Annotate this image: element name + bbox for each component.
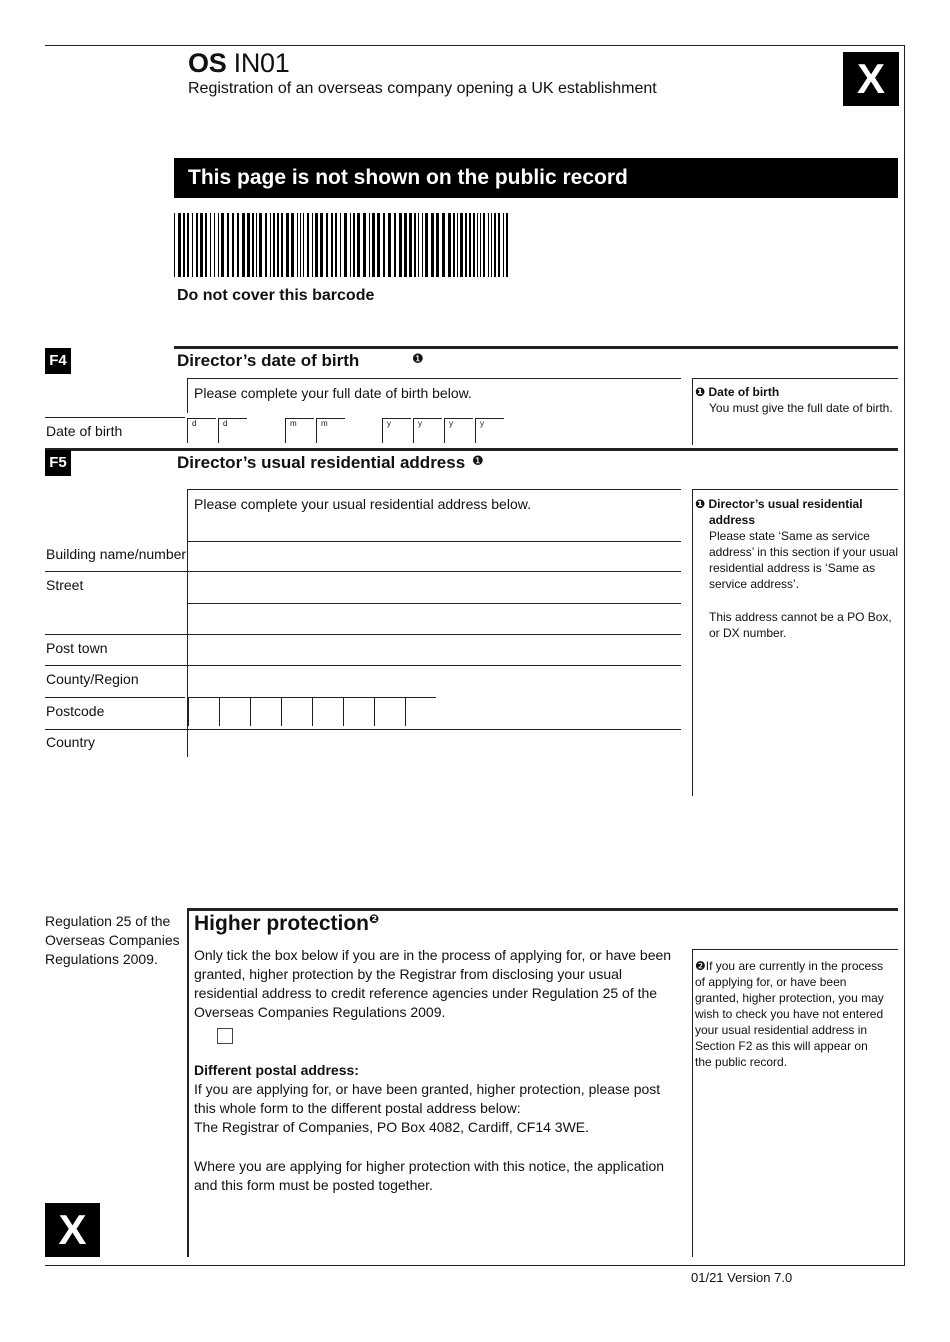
hp-top-rule [187,908,898,911]
country-label: Country [46,734,96,750]
dob-day-2[interactable]: d [218,418,247,443]
f4-instruction-top [187,378,681,379]
country-input[interactable] [188,730,681,757]
dob-day-1[interactable]: d [187,418,216,443]
dob-month-1[interactable]: m [285,418,314,443]
version-label: 01/21 Version 7.0 [691,1270,793,1285]
bottom-border [45,1265,905,1266]
dob-month-2[interactable]: m [316,418,345,443]
f4-instruction: Please complete your full date of birth below. [194,385,472,401]
post-town-label: Post town [46,640,108,656]
postcode-cell-8[interactable] [405,697,436,726]
not-public-banner: This page is not shown on the public record [174,158,898,198]
section-tag-f5: F5 [45,450,71,476]
postal-body-2: The Registrar of Companies, PO Box 4082, Cardiff, CF14 3WE. [194,1119,590,1135]
f5-note-title-2: address [709,513,756,527]
dob-year-4[interactable]: y [475,418,504,443]
postcode-cell-2[interactable] [219,697,250,726]
top-border [45,45,905,46]
right-border [904,45,905,1265]
f5-note-title-1: ❶ Director’s usual residential [695,497,863,511]
f5-note-left [692,489,693,796]
dob-label-rule [45,417,185,418]
f5-instruction: Please complete your usual residential address below. [194,496,531,512]
section-title-f4: Director’s date of birth [177,351,360,370]
f4-note-title: ❶ Date of birth [695,385,780,399]
section-tag-f4: F4 [45,348,71,374]
dob-year-3[interactable]: y [444,418,473,443]
hp-note-top [692,949,898,950]
county-input[interactable] [188,666,681,696]
postcode-cell-1[interactable] [188,697,219,726]
regulation-reference: Regulation 25 of the Overseas Companies Regulations 2009. [45,913,180,967]
f4-note-left [692,378,693,445]
hp-note-left [692,949,693,1257]
form-code: OS IN01 [188,48,290,78]
postcode-cell-5[interactable] [312,697,343,726]
f4-note-body: You must give the full date of birth. [709,401,893,415]
building-label: Building name/number [46,546,187,562]
info-marker-f4: ❶ [412,351,424,366]
postcode-cell-7[interactable] [374,697,405,726]
corner-mark-bottom: X [45,1203,100,1257]
building-input[interactable] [188,542,681,571]
postcode-label-rule [45,697,185,698]
f4-top-rule [174,346,898,349]
info-marker-f5: ❶ [472,453,484,468]
postal-body-1: If you are applying for, or have been granted, higher protection, please post this whole form to the different postal address below: [194,1081,661,1116]
street-input-2[interactable] [188,604,681,634]
section-title-f5: Director’s usual residential address [177,453,466,472]
county-label: County/Region [46,671,139,687]
dob-year-1[interactable]: y [382,418,411,443]
postal-heading: Different postal address: [194,1062,359,1078]
f5-note-body-2: This address cannot be a PO Box, or DX number. [709,610,892,640]
higher-protection-checkbox[interactable] [217,1028,233,1044]
hp-marker: ❷ [369,912,380,926]
higher-protection-title: Higher protection$^❷$ [194,912,380,935]
f5-top-rule [45,448,898,451]
hp-intro: Only tick the box below if you are in the process of applying for, or have been granted, higher protection by the Registrar from disclosing your usual residential address to credit reference agencies under Regulation 25 of the Overseas Companies Regulations 2009. [194,947,672,1020]
hp-side-note: ❷If you are currently in the process of applying for, or have been granted, higher protection, you may wish to check you have not entered your usual residential address in Section F2 as this will appear on the public record. [695,959,884,1069]
form-title: Registration of an overseas company opening a UK establishment [188,80,657,97]
f4-note-top [692,378,898,379]
post-town-input[interactable] [188,635,681,665]
f4-instruction-left [187,378,188,413]
f5-note-top [692,489,898,490]
corner-mark-top: X [843,52,899,106]
street-label: Street [46,577,84,593]
dob-year-2[interactable]: y [413,418,442,443]
date-of-birth-label: Date of birth [46,423,123,439]
f5-note-body-1: Please state ‘Same as service address’ in this section if your usual residential address is ‘Same as service address’. [709,529,898,591]
barcode-image [174,213,508,277]
street-input-1[interactable] [188,572,681,602]
together-note: Where you are applying for higher protection with this notice, the application and this form must be posted together. [194,1158,665,1193]
barcode-note: Do not cover this barcode [177,287,375,304]
postcode-cell-4[interactable] [281,697,312,726]
postcode-cell-6[interactable] [343,697,374,726]
hp-left-rule [187,908,189,1257]
postcode-label: Postcode [46,703,105,719]
postcode-cell-3[interactable] [250,697,281,726]
f5-instruction-top [187,489,681,490]
